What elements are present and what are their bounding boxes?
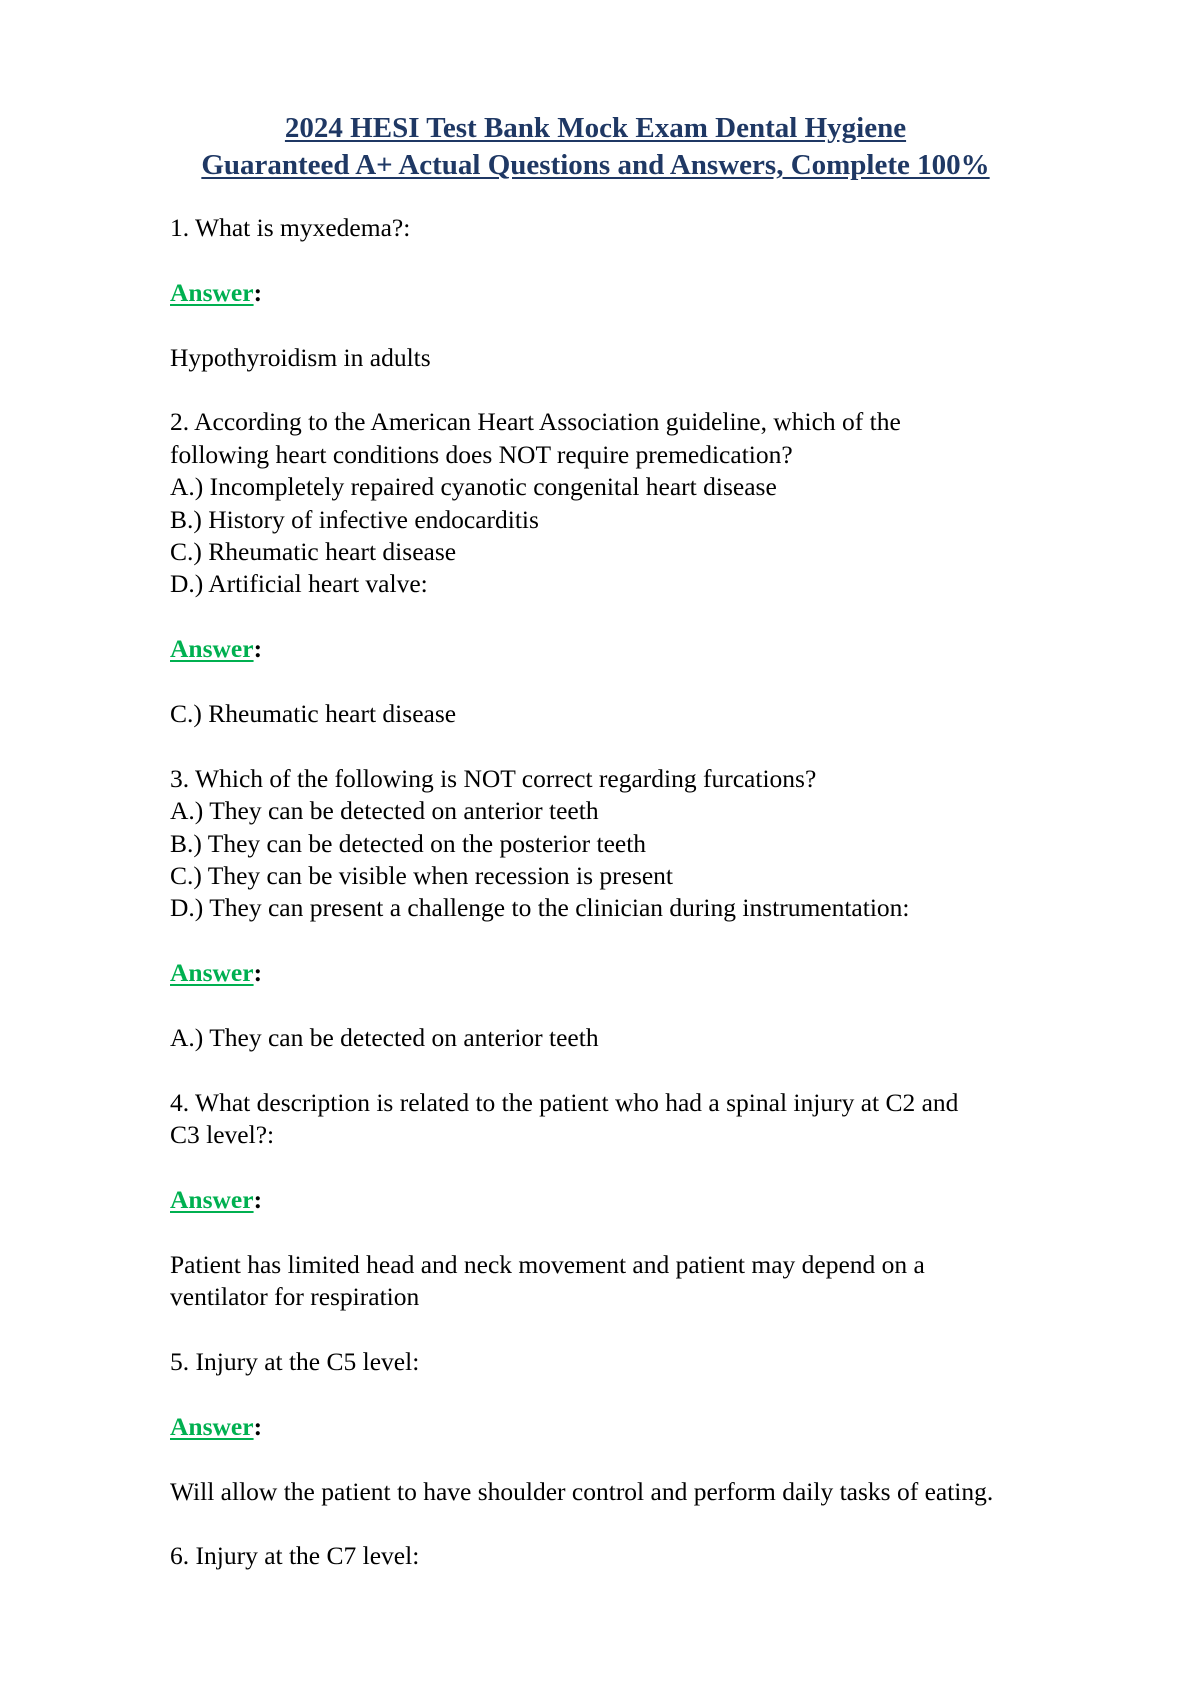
spacer: [170, 601, 1130, 633]
question-line: B.) History of infective endocarditis: [170, 504, 539, 534]
answer-text: C.) Rheumatic heart disease: [170, 699, 457, 729]
answer-text: Hypothyroidism in adults: [170, 342, 431, 372]
question-text: 4. What description is related to the patient who had a spinal injury at C2 and: [170, 1087, 959, 1117]
question-block: [170, 763, 1130, 1087]
spacer: [170, 1152, 1130, 1184]
question-line: A.) Incompletely repaired cyanotic congenital heart disease: [170, 472, 777, 502]
answer-label-word: Answer: [170, 1185, 254, 1215]
question-line: B.) They can be detected on the posterior teeth: [170, 828, 647, 858]
answer-label-word: Answer: [170, 958, 254, 988]
question-line: D.) They can present a challenge to the clinician during instrumentation:: [170, 893, 910, 923]
question-text: 6. Injury at the C7 level:: [170, 1541, 420, 1571]
spacer: [170, 244, 1130, 276]
question-text: 1. What is myxedema?:: [170, 213, 411, 242]
question-line: C.) Rheumatic heart disease: [170, 537, 457, 567]
spacer: [170, 1216, 1130, 1248]
answer-label: [170, 1184, 1130, 1216]
spacer: [170, 1314, 1130, 1346]
document-title: [0, 110, 1191, 184]
spacer: [170, 1378, 1130, 1410]
question-line: C3 level?:: [170, 1120, 275, 1150]
answer-label-word: Answer: [170, 277, 254, 307]
question-block: [170, 1346, 1130, 1540]
question-block: [170, 1540, 1130, 1572]
spacer: [170, 1054, 1130, 1086]
spacer: [170, 925, 1130, 957]
answer-label-colon: :: [253, 958, 263, 988]
question-line: D.) Artificial heart valve:: [170, 569, 428, 599]
question-line: following heart conditions does NOT require premedication?: [170, 439, 793, 469]
spacer: [170, 666, 1130, 698]
spacer: [170, 730, 1130, 762]
question-block: [170, 1087, 1130, 1346]
answer-label-colon: :: [253, 1185, 263, 1215]
question-block: [170, 212, 1130, 406]
answer-label: [170, 1411, 1130, 1443]
spacer: [170, 1508, 1130, 1540]
question-list: [170, 212, 1130, 1573]
spacer: [170, 374, 1130, 406]
answer-label-word: Answer: [170, 1411, 254, 1441]
answer-text: A.) They can be detected on anterior teeth: [170, 1023, 599, 1053]
question-text: 2. According to the American Heart Association guideline, which of the: [170, 407, 901, 437]
spacer: [170, 309, 1130, 341]
question-line: C.) They can be visible when recession is present: [170, 861, 674, 891]
answer-label: [170, 633, 1130, 665]
answer-text: ventilator for respiration: [170, 1282, 420, 1312]
title-line-2: Guaranteed A+ Actual Questions and Answers, Complete 100%: [201, 149, 990, 181]
title-line-1: 2024 HESI Test Bank Mock Exam Dental Hygiene: [284, 112, 907, 144]
answer-label-colon: :: [253, 1411, 263, 1441]
answer-text: Will allow the patient to have shoulder control and perform daily tasks of eating.: [170, 1476, 994, 1506]
question-text: 5. Injury at the C5 level:: [170, 1347, 420, 1377]
answer-text: Patient has limited head and neck movement and patient may depend on a: [170, 1249, 925, 1279]
question-text: 3. Which of the following is NOT correct regarding furcations?: [170, 763, 817, 793]
answer-label: [170, 277, 1130, 309]
question-block: [170, 406, 1130, 762]
answer-label-colon: :: [253, 277, 263, 307]
spacer: [170, 1443, 1130, 1475]
answer-label: [170, 957, 1130, 989]
spacer: [170, 990, 1130, 1022]
answer-label-word: Answer: [170, 634, 254, 664]
question-line: A.) They can be detected on anterior teeth: [170, 796, 599, 826]
answer-label-colon: :: [253, 634, 263, 664]
